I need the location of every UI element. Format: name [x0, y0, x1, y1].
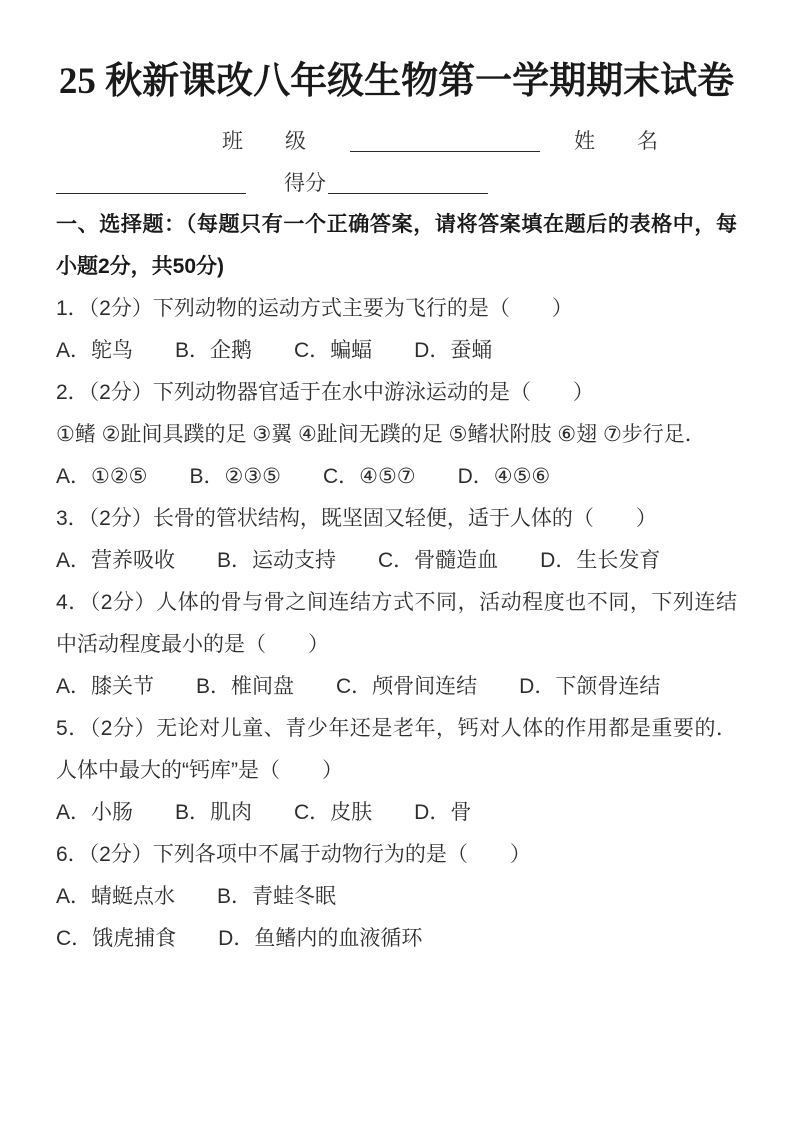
question-options-row: A．膝关节 B．椎间盘 C．颅骨间连结 D．下颌骨连结 [56, 675, 661, 698]
name-label: 姓 名 [574, 129, 658, 153]
class-label: 班 级 [222, 129, 306, 153]
question-options-row: A．鸵鸟 B．企鹅 C．蝙蝠 D．蚕蛹 [56, 339, 493, 362]
question-stem: 4．（2分）人体的骨与骨之间连结方式不同，活动程度也不同，下列连结中活动程度最小的是（ ） [56, 591, 737, 656]
question-options-row: A．营养吸收 B．运动支持 C．骨髓造血 D．生长发育 [56, 549, 661, 572]
class-blank-line[interactable] [350, 128, 540, 152]
score-row [56, 162, 737, 204]
score-blank-line[interactable] [328, 170, 488, 194]
question-stem: 2．（2分）下列动物器官适于在水中游泳运动的是（ ） [56, 381, 594, 404]
section-heading: 一、选择题：（每题只有一个正确答案，请将答案填在题后的表格中，每小题2分，共50分) [56, 213, 737, 278]
question-stem: 6．（2分）下列各项中不属于动物行为的是（ ） [56, 843, 531, 866]
class-name-row [56, 120, 737, 162]
question-options-row: A．①②⑤ B．②③⑤ C．④⑤⑦ D．④⑤⑥ [56, 465, 551, 488]
question-options-row: A．小肠 B．肌肉 C．皮肤 D．骨 [56, 801, 472, 824]
question-options-row: C．饿虎捕食 D．鱼鳍内的血液循环 [56, 927, 423, 950]
question-4 [56, 582, 737, 708]
question-item-list: ①鳍 ②趾间具蹼的足 ③翼 ④趾间无蹼的足 ⑤鳍状附肢 ⑥翅 ⑦步行足． [56, 423, 706, 446]
question-1 [56, 288, 737, 372]
question-6 [56, 834, 737, 960]
question-3 [56, 498, 737, 582]
question-stem: 1．（2分）下列动物的运动方式主要为飞行的是（ ） [56, 297, 573, 320]
question-5 [56, 708, 737, 834]
question-stem: 5．（2分）无论对儿童、青少年还是老年，钙对人体的作用都是重要的．人体中最大的“钙库”是（ ） [56, 717, 737, 782]
name-blank-line[interactable] [56, 170, 246, 194]
exam-title: 25 秋新课改八年级生物第一学期期末试卷 [58, 61, 735, 102]
question-stem: 3．（2分）长骨的管状结构，既坚固又轻便，适于人体的（ ） [56, 507, 657, 530]
score-label: 得分 [284, 171, 326, 195]
question-list [56, 288, 737, 960]
question-options-row: A．蜻蜓点水 B．青蛙冬眠 [56, 885, 337, 908]
question-2 [56, 372, 737, 498]
